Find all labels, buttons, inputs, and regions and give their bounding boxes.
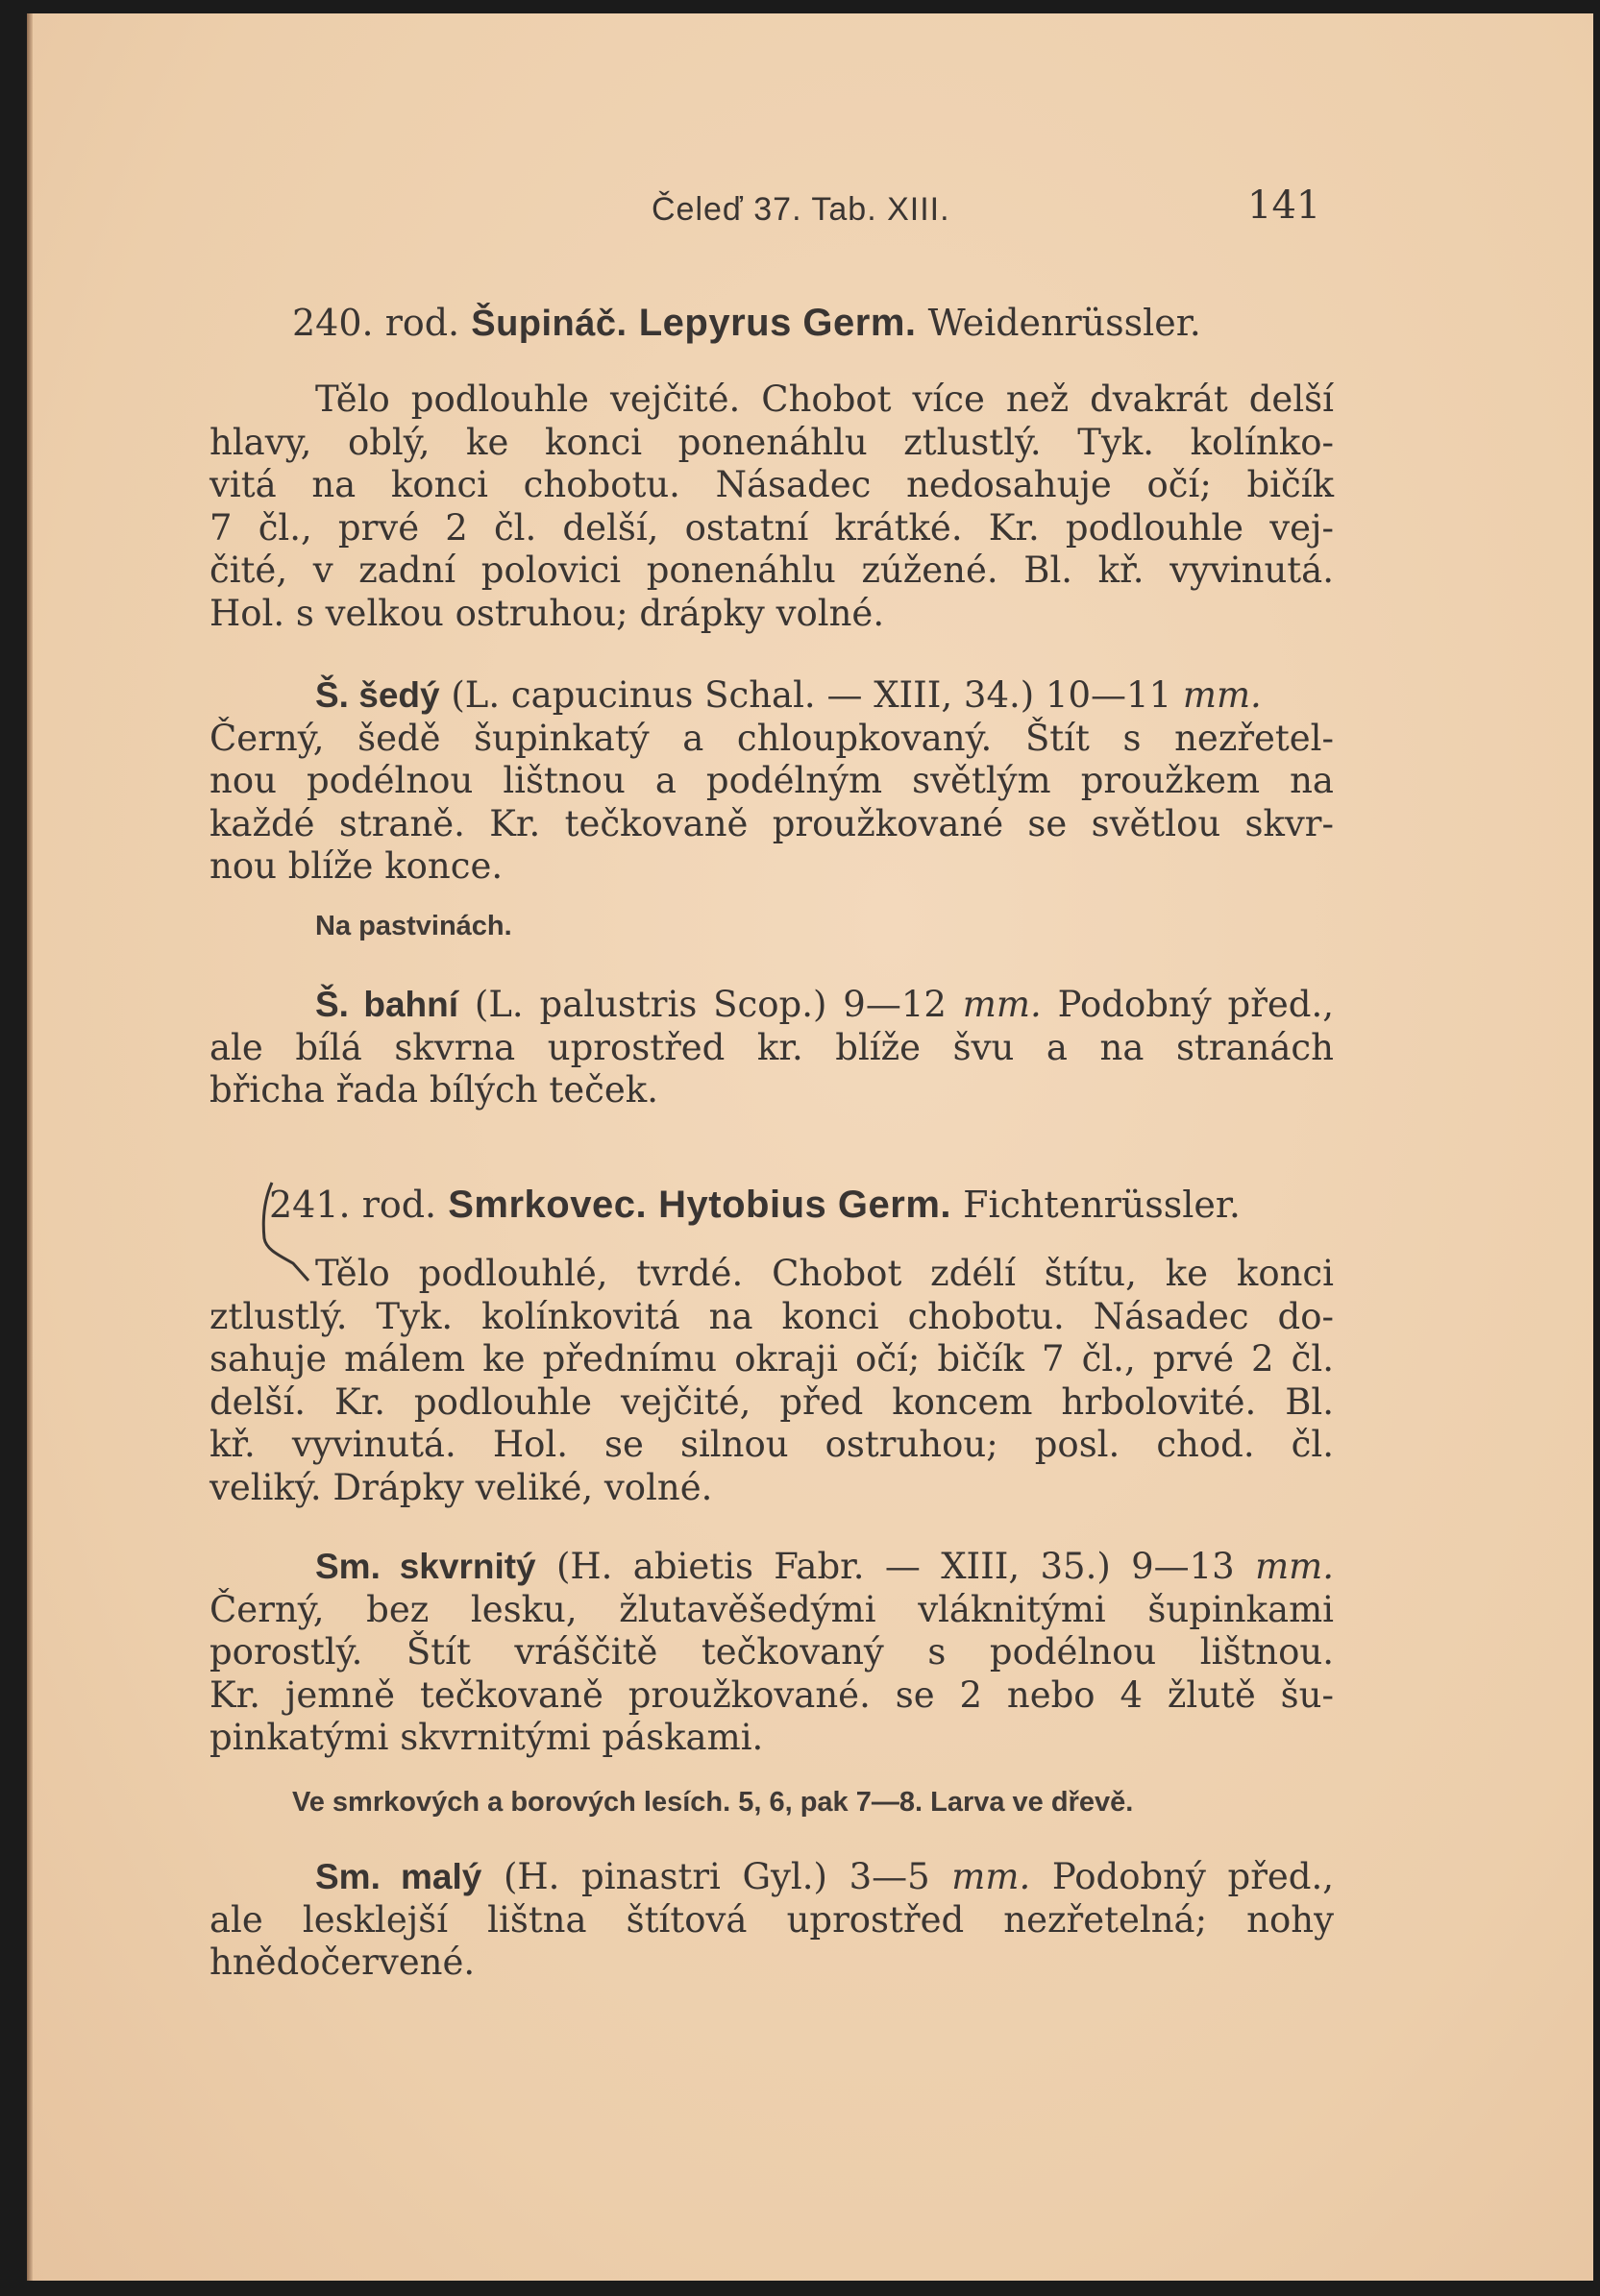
book-page	[27, 13, 1593, 2281]
species-name: Š. šedý	[315, 675, 440, 715]
text-line: sahuje málem ke přednímu okraji očí; bičík 7 čl., prvé 2 čl.	[209, 1338, 1334, 1380]
text-line: nou podélnou lištnou a podélným světlým proužkem na	[209, 760, 1334, 801]
text-line	[209, 1546, 1334, 1589]
species-maly	[209, 1856, 1334, 1985]
text-line: pinkatými skvrnitými páskami.	[209, 1717, 764, 1758]
text-line: ale bílá skvrna uprostřed kr. blíže švu a na stranách	[209, 1026, 1334, 1068]
text-line: 7 čl., prvé 2 čl. delší, ostatní krátké. Kr. podlouhle vej-	[209, 506, 1334, 549]
running-head-title: Čeleď 37. Tab. XIII.	[652, 191, 950, 228]
unit: mm.	[1182, 674, 1262, 716]
text-line: břicha řada bílých teček.	[209, 1069, 658, 1111]
genus-240-description	[209, 379, 1334, 635]
genus-czech-name: Smrkovec.	[448, 1184, 648, 1226]
habitat-note: Ve smrkových a borových lesích. 5, 6, pak 7—8. Larva ve dřevě.	[292, 1787, 1134, 1818]
text-line: nou blíže konce.	[209, 845, 504, 887]
text-line: vitá na konci chobotu. Násadec nedosahuje očí; bičík	[209, 464, 1334, 505]
text-line: čité, v zadní polovici ponenáhlu zúžené. Bl. kř. vyvinutá.	[209, 550, 1334, 591]
unit: mm.	[962, 984, 1042, 1025]
text-line	[209, 1856, 1334, 1899]
text-line: Hol. s velkou ostruhou; drápky volné.	[209, 592, 885, 634]
species-synonym: (L. capucinus Schal. — XIII, 34.) 10—11	[451, 674, 1172, 716]
text-line: kř. vyvinutá. Hol. se silnou ostruhou; posl. chod. čl.	[209, 1424, 1334, 1465]
species-name: Š. bahní	[315, 985, 459, 1024]
text-line: Tělo podlouhlé, tvrdé. Chobot zdélí štítu, ke konci	[315, 1253, 1334, 1294]
text-line: Černý, bez lesku, žlutavěšedými vláknitými šupinkami	[209, 1588, 1334, 1630]
species-name: Sm. skvrnitý	[315, 1547, 536, 1586]
text-line: Kr. jemně tečkovaně proužkované. se 2 nebo 4 žlutě šu-	[209, 1673, 1334, 1716]
genus-german-name: Fichtenrüssler.	[963, 1184, 1241, 1226]
genus-german-name: Weidenrüssler.	[927, 302, 1201, 344]
genus-241-heading	[269, 1184, 1393, 1227]
genus-241-description	[209, 1253, 1334, 1509]
text-line: Tělo podlouhle vejčité. Chobot více než dvakrát delší	[315, 379, 1334, 420]
text-line: každé straně. Kr. tečkovaně proužkované se světlou skvr-	[209, 802, 1334, 844]
genus-number: 241. rod.	[269, 1184, 437, 1226]
species-comparison: Podobný před.,	[1057, 984, 1334, 1025]
unit: mm.	[951, 1856, 1031, 1897]
species-synonym: (H. abietis Fabr. — XIII, 35.) 9—13	[555, 1546, 1235, 1587]
text-line: delší. Kr. podlouhle vejčité, před koncem hrbolovité. Bl.	[209, 1380, 1334, 1423]
species-synonym: (H. pinastri Gyl.) 3—5	[503, 1856, 930, 1897]
species-sedy	[209, 674, 1334, 889]
text-line: hlavy, oblý, ke konci ponenáhlu ztlustlý. Tyk. kolínko-	[209, 421, 1334, 463]
text-line	[209, 674, 1334, 718]
text-line: ale lesklejší lištna štítová uprostřed nezřetelná; nohy	[209, 1898, 1334, 1941]
text-line: Černý, šedě šupinkatý a chloupkovaný. Štít s nezřetel-	[209, 717, 1334, 759]
species-skvrnity	[209, 1546, 1334, 1760]
genus-latin-name: Lepyrus Germ.	[638, 302, 917, 344]
genus-czech-name: Šupináč.	[471, 304, 628, 344]
species-name: Sm. malý	[315, 1857, 482, 1896]
species-synonym: (L. palustris Scop.) 9—12	[474, 984, 947, 1025]
text-line: hnědočervené.	[209, 1942, 476, 1983]
text-line: ztlustlý. Tyk. kolínkovitá na konci chobotu. Násadec do-	[209, 1295, 1334, 1337]
text-line: porostlý. Štít vráščitě tečkovaný s podélnou lištnou.	[209, 1631, 1334, 1673]
habitat-note: Na pastvinách.	[315, 911, 512, 941]
text-line	[209, 984, 1334, 1027]
unit: mm.	[1255, 1546, 1334, 1587]
genus-number: 240. rod.	[292, 302, 460, 344]
text-line: veliký. Drápky veliké, volné.	[209, 1466, 713, 1508]
species-comparison: Podobný před.,	[1051, 1856, 1334, 1897]
genus-latin-name: Hytobius Germ.	[658, 1184, 952, 1226]
page-number: 141	[1247, 183, 1321, 228]
book-gutter	[27, 13, 33, 2281]
genus-240-heading	[292, 302, 1416, 346]
species-bahni	[209, 984, 1334, 1112]
